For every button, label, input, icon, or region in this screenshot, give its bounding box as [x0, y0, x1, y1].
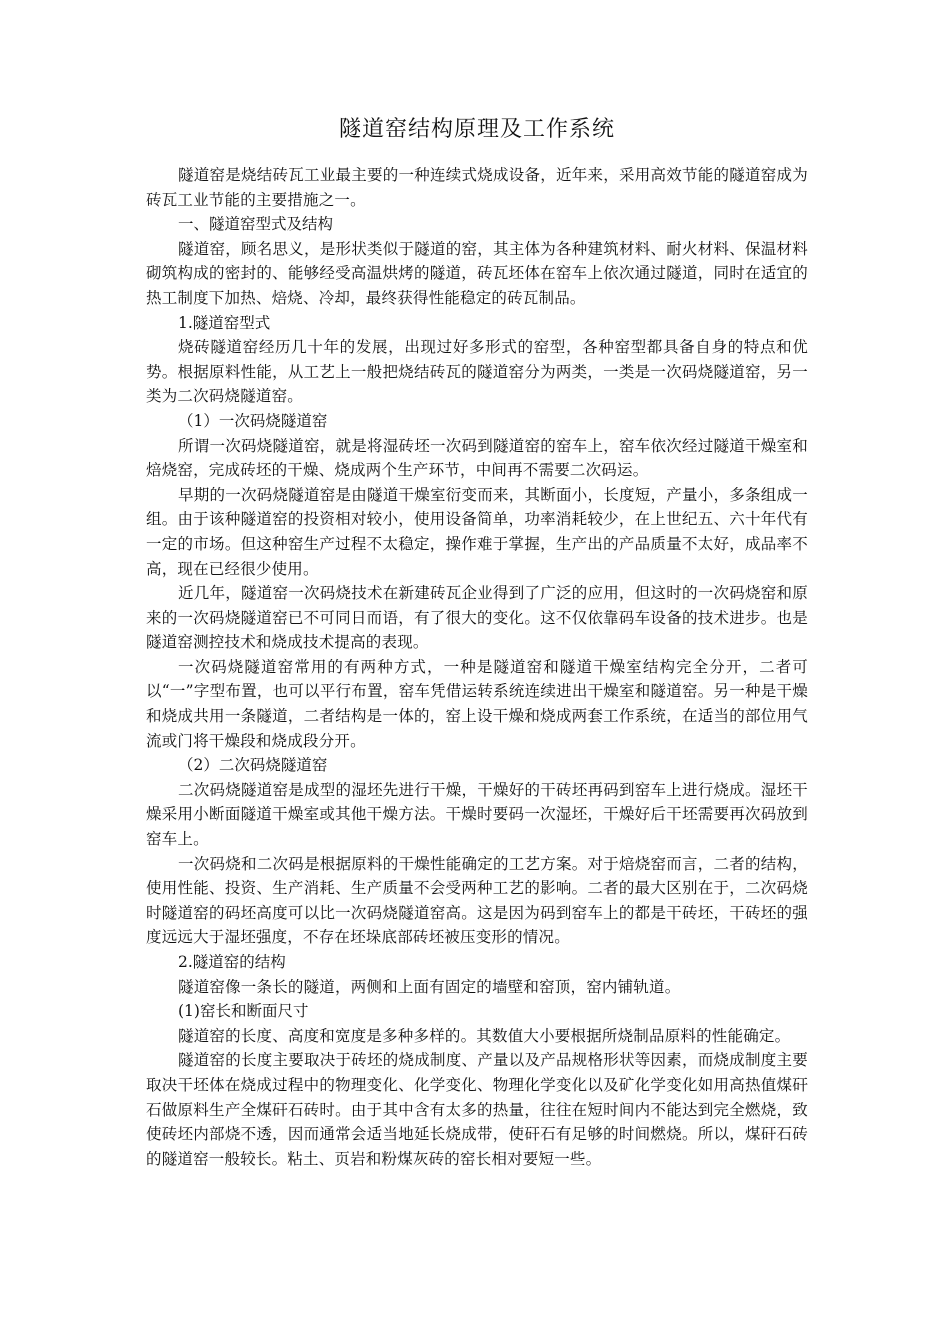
- paragraph-definition: 隧道窑，顾名思义，是形状类似于隧道的窑，其主体为各种建筑材料、耐火材料、保温材料砌筑构成的密封的、能够经受高温烘烤的隧道，砖瓦坯体在窑车上依次通过隧道，同时在适宜的热工制度下加热、焙烧、冷却，最终获得性能稳定的砖瓦制品。: [146, 239, 808, 307]
- document-title: 隧道窑结构原理及工作系统: [338, 117, 615, 142]
- paragraph-double-stacking-def: 二次码烧隧道窑是成型的湿坯先进行干燥，干燥好的干砖坯再码到窑车上进行烧成。湿坯干燥采用小断面隧道干燥室或其他干燥方法。干燥时要码一次湿坯，干燥好后干坯需要再次码放到窑车上。: [146, 780, 808, 849]
- paragraph-dimensions: 隧道窑的长度、高度和宽度是多种多样的。其数值大小要根据所烧制品原料的性能确定。: [178, 1026, 791, 1045]
- section-heading-1: 一、隧道窑型式及结构: [178, 215, 334, 234]
- item-heading-double-stacking: （2）二次码烧隧道窑: [178, 756, 328, 775]
- paragraph-kiln-types: 烧砖隧道窑经历几十年的发展，出现过好多形式的窑型，各种窑型都具备自身的特点和优势。根据原料性能，从工艺上一般把烧结砖瓦的隧道窑分为两类，一类是一次码烧隧道窑，另一类为二次码烧隧道窑。: [146, 338, 808, 406]
- paragraph-length: 隧道窑的长度主要取决于砖坯的烧成制度、产量以及产品规格形状等因素，而烧成制度主要取决干坯体在烧成过程中的物理变化、化学变化、物理化学变化以及矿化学变化如用高热值煤矸石做原料生产全煤矸石砖时。由于其中含有太多的热量，往往在短时间内不能达到完全燃烧，致使砖坯内部烧不透，因而通常会适当地延长烧成带，使矸石有足够的时间燃烧。所以，煤矸石砖的隧道窑一般较长。粘土、页岩和粉煤灰砖的窑长相对要短一些。: [146, 1051, 808, 1168]
- item-heading-dimensions: (1)窑长和断面尺寸: [178, 1002, 309, 1021]
- document-page: [146, 115, 808, 1171]
- paragraph-structure: 隧道窑像一条长的隧道，两侧和上面有固定的墙壁和窑顶，窑内铺轨道。: [178, 977, 681, 996]
- item-heading-single-stacking: （1）一次码烧隧道窑: [178, 411, 328, 430]
- paragraph-single-stacking-def: 所谓一次码烧隧道窑，就是将湿砖坯一次码到隧道窑的窑车上，窑车依次经过隧道干燥室和焙烧窑，完成砖坯的干燥、烧成两个生产环节，中间再不需要二次码运。: [146, 436, 808, 480]
- paragraph-early-kilns: 早期的一次码烧隧道窑是由隧道干燥室衍变而来，其断面小，长度短，产量小，多条组成一组。由于该种隧道窑的投资相对较小，使用设备简单，功率消耗较少，在上世纪五、六十年代有一定的市场。但这种窑生产过程不太稳定，操作难于掌握，生产出的产品质量不太好，成品率不高，现在已经很少使用。: [146, 485, 808, 578]
- paragraph-recent-years: 近几年，隧道窑一次码烧技术在新建砖瓦企业得到了广泛的应用，但这时的一次码烧窑和原来的一次码烧隧道窑已不可同日而语，有了很大的变化。这不仅依靠码车设备的技术进步。也是隧道窑测控技术和烧成技术提高的表现。: [146, 584, 808, 652]
- paragraph-intro: 隧道窑是烧结砖瓦工业最主要的一种连续式烧成设备，近年来，采用高效节能的隧道窑成为砖瓦工业节能的主要措施之一。: [146, 166, 808, 209]
- paragraph-comparison: 一次码烧和二次码是根据原料的干燥性能确定的工艺方案。对于焙烧窑而言，二者的结构，使用性能、投资、生产消耗、生产质量不会受两种工艺的影响。二者的最大区别在于，二次码烧时隧道窑的码坯高度可以比一次码烧隧道窑高。这是因为码到窑车上的都是干砖坯，干砖坯的强度远远大于湿坯强度，不存在坯垛底部砖坯被压变形的情况。: [146, 854, 808, 947]
- subsection-heading-structure: 2.隧道窑的结构: [178, 953, 286, 971]
- subsection-heading-kiln-types: 1.隧道窑型式: [178, 313, 271, 332]
- paragraph-two-methods: 一次码烧隧道窑常用的有两种方式，一种是隧道窑和隧道干燥室结构完全分开，二者可以“一”字型布置，也可以平行布置，窑车凭借运转系统连续进出干燥室和隧道窑。另一种是干燥和烧成共用一条隧道，二者结构是一体的，窑上设干燥和烧成两套工作系统，在适当的部位用气流或门将干燥段和烧成段分开。: [146, 657, 808, 750]
